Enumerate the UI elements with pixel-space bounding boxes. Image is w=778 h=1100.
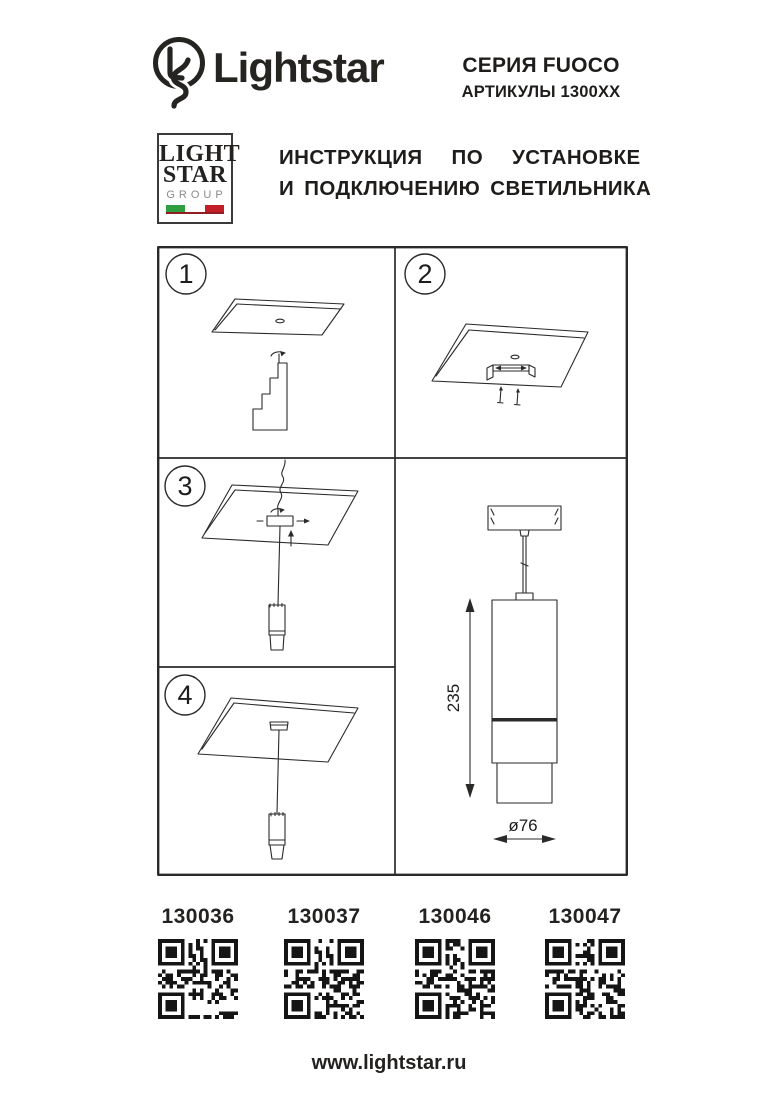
height-dimension <box>444 598 475 798</box>
ceiling-plate-drawing <box>432 324 588 387</box>
step-3-panel <box>165 460 358 650</box>
article-block <box>269 905 379 1019</box>
wire-and-terminal-drawing <box>257 460 310 546</box>
grid-frame <box>158 247 627 875</box>
brand-wordmark: Lightstar <box>213 44 384 91</box>
article-number: 130047 <box>548 905 622 928</box>
ceiling-plate-drawing <box>212 299 344 335</box>
instruction-grid <box>157 246 628 876</box>
title-line-1: ИНСТРУКЦИЯ ПО УСТАНОВКЕ <box>279 146 641 169</box>
pendant-lamp-drawing <box>269 730 285 859</box>
lightstar-bulb-icon <box>150 33 210 113</box>
series-articles: АРТИКУЛЫ 1300XX <box>461 83 621 101</box>
screw-and-step-drill-drawing <box>253 351 287 430</box>
step-2-panel <box>405 254 588 405</box>
step-3-number: 3 <box>177 471 193 501</box>
step-1-panel <box>166 254 344 430</box>
website-url: www.lightstar.ru <box>311 1052 467 1074</box>
qr-code <box>284 939 364 1019</box>
italian-flag-bar <box>166 205 224 214</box>
dimension-panel <box>444 506 561 843</box>
series-title: СЕРИЯ FUOCO <box>462 54 620 77</box>
article-number: 130046 <box>418 905 492 928</box>
series-block <box>450 54 632 102</box>
screws-drawing <box>498 386 521 405</box>
pendant-lamp-drawing <box>269 526 285 650</box>
height-dimension-label: 235 <box>444 683 463 713</box>
article-block <box>400 905 510 1019</box>
article-number: 130037 <box>287 905 361 928</box>
lightstar-group-badge <box>157 133 241 224</box>
qr-code <box>415 939 495 1019</box>
page-title <box>279 146 652 201</box>
badge-group: GROUP <box>166 189 227 201</box>
diameter-dimension <box>493 816 556 843</box>
step-1-number: 1 <box>178 259 194 289</box>
badge-light: LIGHT <box>159 141 241 167</box>
step-2-number: 2 <box>417 259 433 289</box>
title-line-2: И ПОДКЛЮЧЕНИЮ СВЕТИЛЬНИКА <box>279 177 652 200</box>
step-4-panel <box>165 675 358 859</box>
step-4-number: 4 <box>177 680 193 710</box>
qr-code <box>545 939 625 1019</box>
badge-star: STAR <box>162 162 228 188</box>
diameter-dimension-label: ø76 <box>508 816 538 835</box>
article-number: 130036 <box>161 905 235 928</box>
article-block <box>143 905 253 1019</box>
article-block <box>530 905 640 1019</box>
mounting-bracket-drawing <box>487 365 535 380</box>
lamp-dimension-drawing <box>488 506 561 803</box>
qr-code <box>158 939 238 1019</box>
